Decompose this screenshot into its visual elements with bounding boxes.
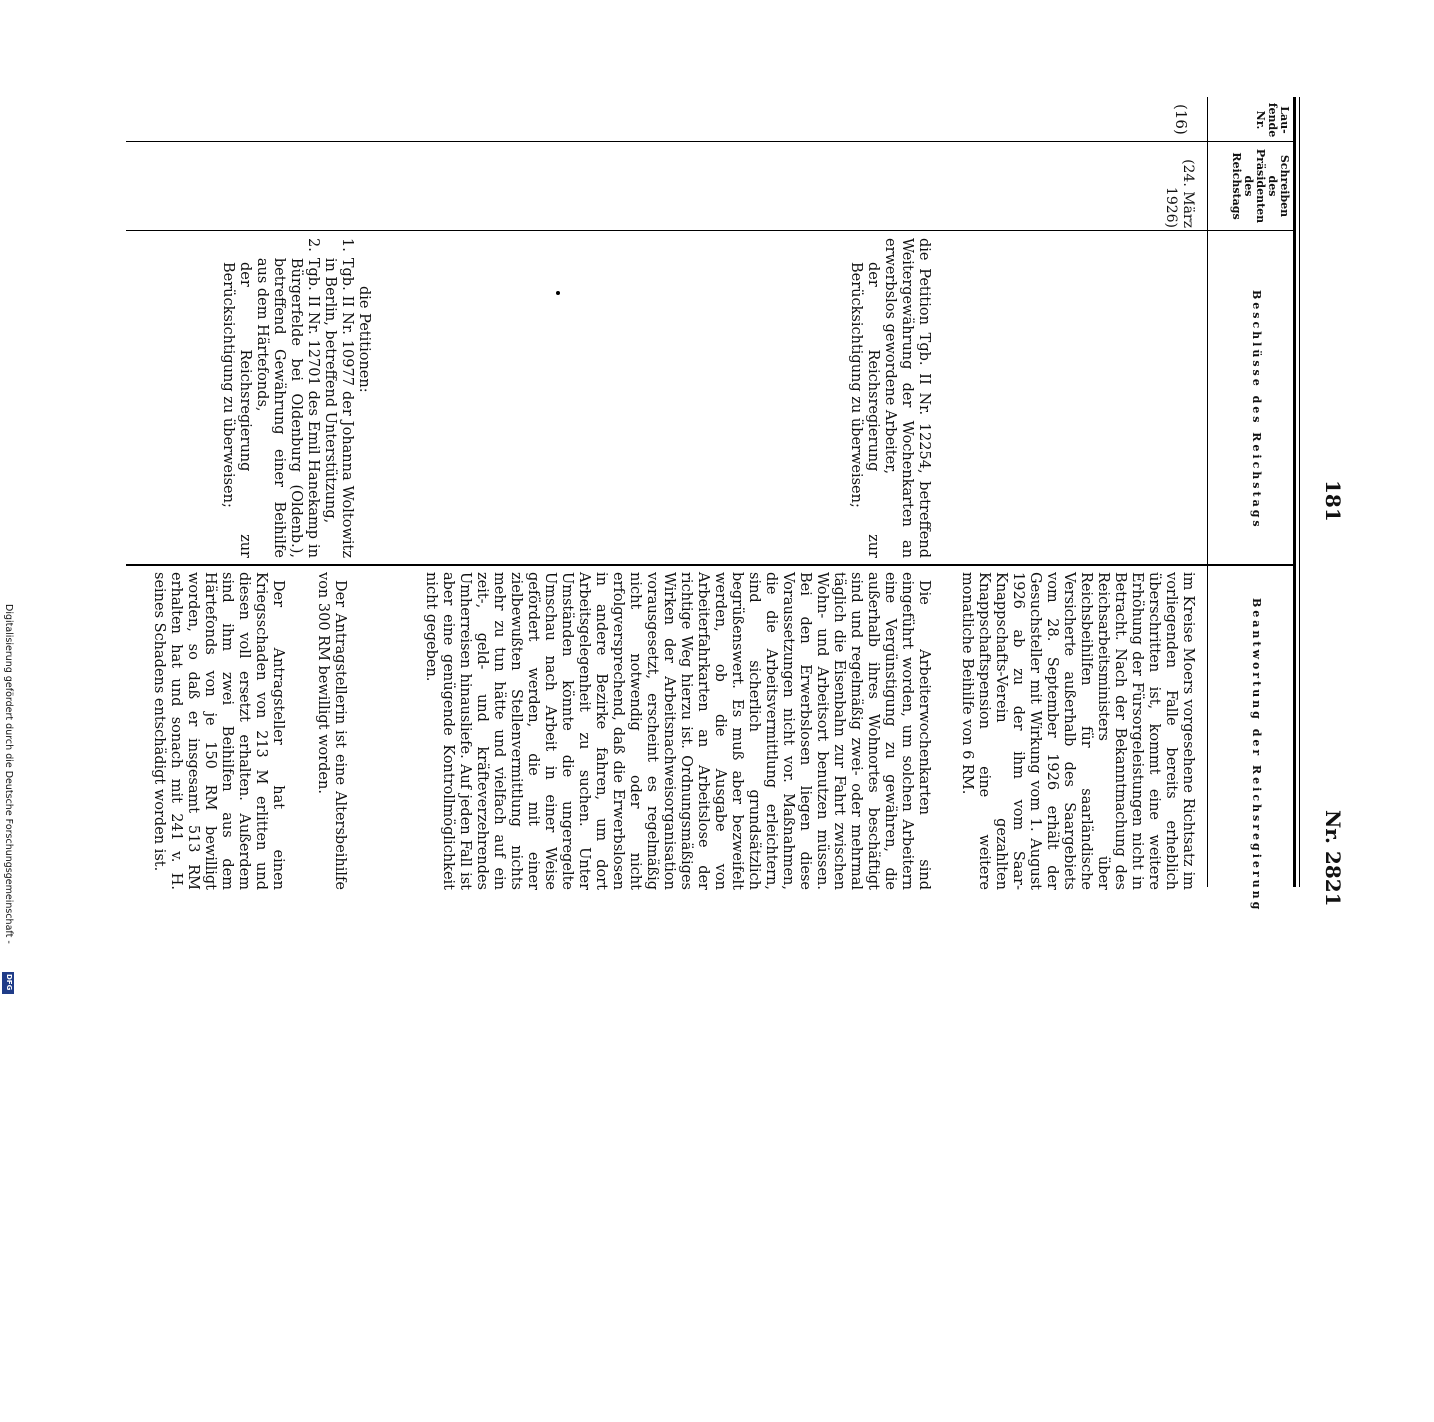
entry-number: (16) (1172, 104, 1190, 135)
header-bottom-rule (1207, 97, 1208, 887)
header-decisions: Beschlüsse des Reichstags (1250, 290, 1263, 530)
petition-1-referral: der Reichsregierung zur Berücksichtigung zu überweisen; (848, 262, 881, 558)
column-rule-1 (126, 141, 1296, 142)
answer-block-4 (150, 572, 286, 890)
petitions-list (219, 238, 372, 558)
item-number: 1. (339, 238, 355, 252)
petitions-referral: der Reichsregierung zur Berücksichtigung zu überweisen; (220, 262, 253, 558)
header-running-number: Lau-fende Nr. (1254, 102, 1291, 138)
list-item (253, 238, 321, 558)
column-rule-3 (126, 564, 1296, 566)
dfg-logo: DFG (2, 972, 14, 994)
item-text: Tgb. II Nr. 12701 des Emil Hanekamp in Bürgerfelde bei Oldenburg (Oldenb.), betreffend Gewährung einer Beihilfe aus dem Härtefonds, (254, 257, 321, 558)
digitization-text: Digitalisierung gefördert durch die Deutsche Forschungsgemeinschaft - (3, 604, 14, 944)
answers-column (958, 572, 1196, 1422)
bullet-dot (556, 291, 560, 295)
answer-paragraph-4: Der Antragsteller hat einen Kriegsschaden von 213 M erlitten und diesen voll ersetzt erhalten. Außerdem sind ihm zwei Beihilfen aus dem Härtefonds von je 150 RM bewilligt worden, so daß er insgesamt 513 RM erhalten hat und sonach mit 241 v. H. seines Schadens entschädigt worden ist. (151, 572, 286, 890)
answer-block-3 (314, 572, 348, 890)
decisions-column (847, 238, 932, 558)
item-text: Tgb. II Nr. 10977 der Johanna Woltowitz in Berlin, betreffend Unterstützung, (322, 257, 355, 558)
digitization-note (2, 604, 14, 994)
answer-block-2 (422, 572, 932, 890)
entry-date: (24. März 1926) (1163, 159, 1196, 228)
page-number: 181 (1321, 480, 1345, 522)
answer-paragraph-1: im Kreise Moers vorgesehene Richtsatz im vorliegenden Falle bereits erheblich überschritten ist, kommt eine weitere Erhöhung der Fürsorgeleistungen nicht in Betracht. Nach der Bekanntmachung des Reichsarbeitsministers über Reichsbeihilfen für saarländische Versicherte außerhalb des Saargebiets vom 28. September 1926 erhält der Gesuchsteller mit Wirkung vom 1. August 1926 ab zu der ihm vom Saar-Knappschafts-Verein gezahlten Knappschaftspension eine weitere monatliche Beihilfe von 6 RM. (959, 572, 1196, 890)
petition-1-text: die Petition Tgb. II Nr. 12254, betreffend Weitergewährung der Wochenkarten an erwerbslos gewordene Arbeiter, (882, 238, 932, 558)
table-top-rule (1293, 97, 1296, 887)
column-rule-2 (126, 230, 1296, 231)
answer-paragraph-2: Die Arbeiterwochenkarten sind eingeführt worden, um solchen Arbeitern eine Vergünstigung zu gewähren, die außerhalb ihres Wohnortes beschäftigt sind und regelmäßig zwei- oder mehrmal täglich die Eisenbahn zur Fahrt zwischen Wohn- und Arbeitsort benutzen müssen. Bei den Erwerbslosen liegen diese Voraussetzungen nicht vor. Maßnahmen, die die Arbeitsvermittlung erleichtern, sind sicherlich grundsätzlich begrüßenswert. Es muß aber bezweifelt werden, ob die Ausgabe von Arbeiterfahrkarten an Arbeitslose der richtige Weg hierzu ist. Ordnungsmäßiges Wirken der Arbeitsnachweisorganisation vorausgesetzt, erscheint es regelmäßig nicht notwendig oder nicht erfolgversprechend, daß die Erwerbslosen in andere Bezirke fahren, um dort Arbeitsgelegenheit zu suchen. Unter Umständen könnte die ungeregelte Umschau nach Arbeit in einer Weise gefördert werden, die mit einer zielbewußten Stellenvermittlung nichts mehr zu tun hätte und vielfach auf ein zeit-, geld- und kräfteverzehrendes Umherreisen hinausliefe. Auf jeden Fall ist aber eine genügende Kontrollmöglichkeit nicht gegeben. (423, 572, 932, 890)
petitions-intro: die Petitionen: (356, 286, 372, 393)
document-number: Nr. 2821 (1321, 810, 1345, 907)
header-government-answer: Beantwortung der Reichsregierung (1250, 598, 1263, 913)
header-letter-president: Schreiben des Präsidenten des Reichstags (1230, 148, 1291, 224)
item-number: 2. (305, 238, 321, 252)
list-item (321, 238, 355, 558)
table-top-rule-thin (1299, 97, 1300, 887)
answer-paragraph-3: Der Antragstellerin ist eine Altersbeihilfe von 300 RM bewilligt worden. (315, 572, 348, 890)
